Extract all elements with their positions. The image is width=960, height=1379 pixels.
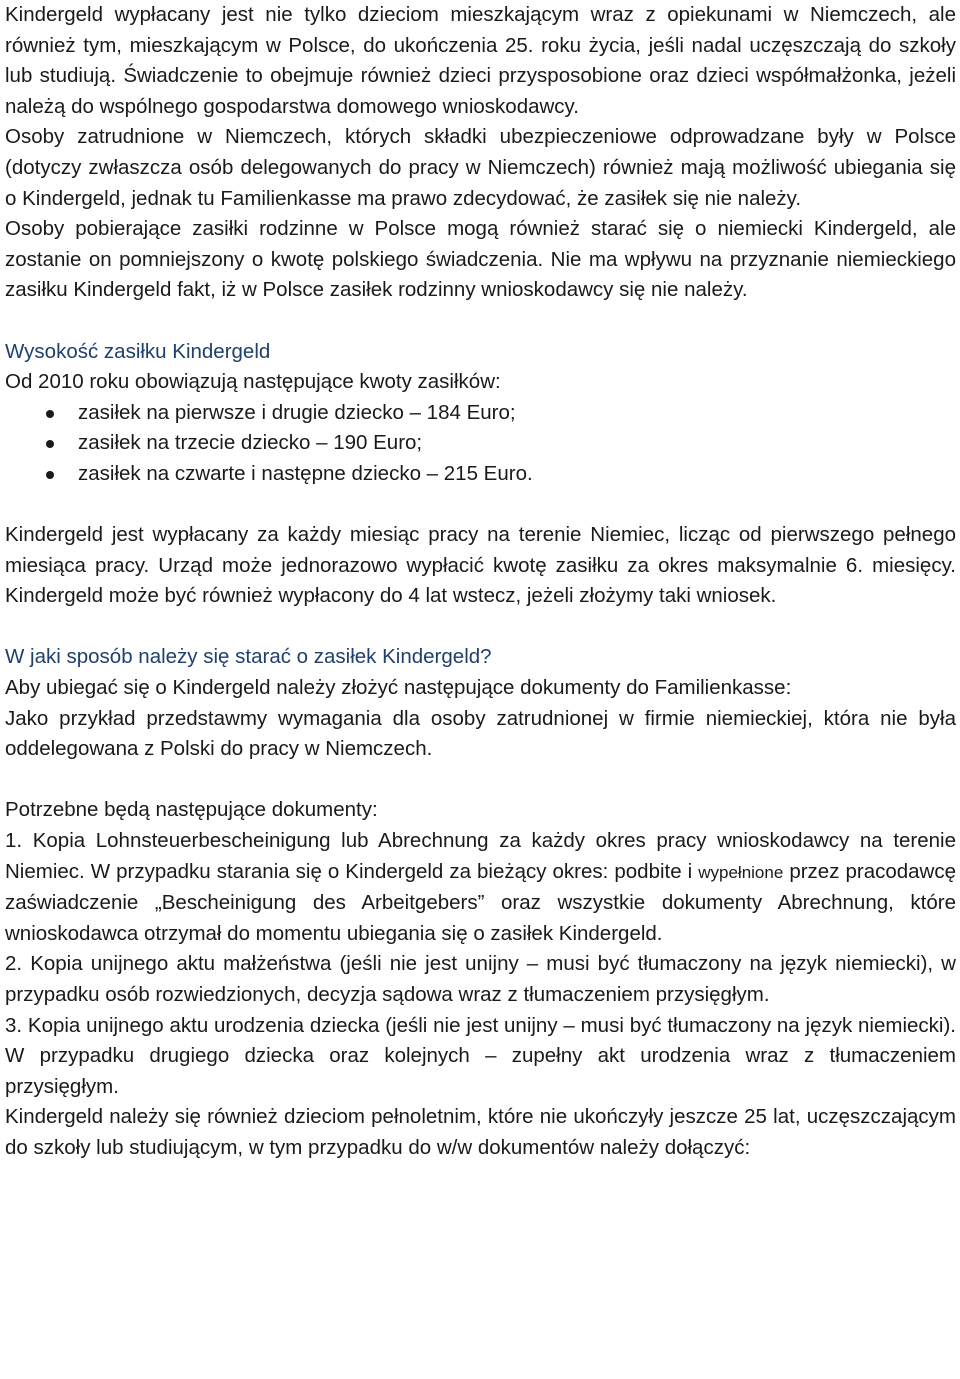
document-item-1 <box>5 826 956 949</box>
documents-intro: Potrzebne będą następujące dokumenty: <box>5 798 378 822</box>
list-item-text: zasiłek na pierwsze i drugie dziecko – 184 Euro; <box>78 400 516 424</box>
spacer <box>5 765 956 796</box>
paragraph-apply-documents: Aby ubiegać się o Kindergeld należy złożyć następujące dokumenty do Familienkasse: <box>5 676 792 700</box>
amount-list <box>5 398 956 490</box>
spacer <box>5 612 956 643</box>
spacer <box>5 490 956 521</box>
bullet-icon <box>46 440 54 448</box>
list-item-text: zasiłek na czwarte i następne dziecko – 215 Euro. <box>78 461 533 485</box>
paragraph-payment-period: Kindergeld jest wypłacany za każdy miesiąc pracy na terenie Niemiec, licząc od pierwszego pełnego miesiąca pracy. Urząd może jednorazowo wypłacić kwotę zasiłku za okres maksymalnie 6. miesięcy. Kindergeld może być również wypłacony do 4 lat wstecz, jeżeli złożymy taki wniosek. <box>5 523 956 608</box>
paragraph-adult-children: Kindergeld należy się również dzieciom pełnoletnim, które nie ukończyły jeszcze 25 lat, uczęszczającym do szkoły lub studiującym, w tym przypadku do w/w dokumentów należy dołączyć: <box>5 1105 956 1159</box>
bullet-icon <box>46 410 54 418</box>
heading-how-to-apply: W jaki sposób należy się starać o zasiłek Kindergeld? <box>5 645 492 669</box>
document-item-2: 2. Kopia unijnego aktu małżeństwa (jeśli nie jest unijny – musi być tłumaczony na język niemiecki), w przypadku osób rozwiedzionych, decyzja sądowa wraz z tłumaczeniem przysięgłym. <box>5 952 956 1006</box>
document-item-1-text-small: wypełnione <box>698 862 784 882</box>
paragraph-polish-benefits: Osoby pobierające zasiłki rodzinne w Polsce mogą również starać się o niemiecki Kindergeld, ale zostanie on pomniejszony o kwotę polskiego świadczenia. Nie ma wpływu na przyznanie niemieckiego zasiłku Kindergeld fakt, iż w Polsce zasiłek rodzinny wnioskodawcy się nie należy. <box>5 217 956 302</box>
document-item-3: 3. Kopia unijnego aktu urodzenia dziecka (jeśli nie jest unijny – musi być tłumaczony na język niemiecki). W przypadku drugiego dziecka oraz kolejnych – zupełny akt urodzenia wraz z tłumaczeniem przysięgłym. <box>5 1013 956 1098</box>
spacer <box>5 306 956 337</box>
list-item <box>5 459 956 490</box>
list-item <box>5 398 956 429</box>
paragraph-employed-insured-poland: Osoby zatrudnione w Niemczech, których składki ubezpieczeniowe odprowadzane były w Polsce (dotyczy zwłaszcza osób delegowanych do pracy w Niemczech) również mają możliwość ubiegania się o Kindergeld, jednak tu Familienkasse ma prawo zdecydować, że zasiłek się nie należy. <box>5 125 956 210</box>
document-item-1-text-b: przez pracodawcę zaświadczenie „Bescheinigung des Arbeitgebers” oraz wszystkie dokumenty Abrechnung, które wnioskodawca otrzymał do momentu ubiegania się o zasiłek Kindergeld. <box>5 859 956 945</box>
document-item-1-text-a: 1. Kopia Lohnsteuerbescheinigung lub Abrechnung za każdy okres pracy wnioskodawcy na terenie Niemiec. W przypadku starania się o Kindergeld za bieżący okres: podbite i <box>5 829 956 883</box>
paragraph-eligibility: Kindergeld wypłacany jest nie tylko dzieciom mieszkającym wraz z opiekunami w Niemczech, ale również tym, mieszkającym w Polsce, do ukończenia 25. roku życia, jeśli nadal uczęszczają do szkoły lub studiują. Świadczenie to obejmuje również dzieci przysposobione oraz dzieci współmałżonka, jeżeli należą do wspólnego gospodarstwa domowego wnioskodawcy. <box>5 3 956 118</box>
document-page <box>5 0 956 1164</box>
amount-intro: Od 2010 roku obowiązują następujące kwoty zasiłków: <box>5 370 501 394</box>
heading-benefit-amount: Wysokość zasiłku Kindergeld <box>5 339 271 363</box>
bullet-icon <box>46 471 54 479</box>
list-item-text: zasiłek na trzecie dziecko – 190 Euro; <box>78 431 423 455</box>
list-item <box>5 428 956 459</box>
paragraph-example: Jako przykład przedstawmy wymagania dla osoby zatrudnionej w firmie niemieckiej, która nie była oddelegowana z Polski do pracy w Niemczech. <box>5 706 956 761</box>
